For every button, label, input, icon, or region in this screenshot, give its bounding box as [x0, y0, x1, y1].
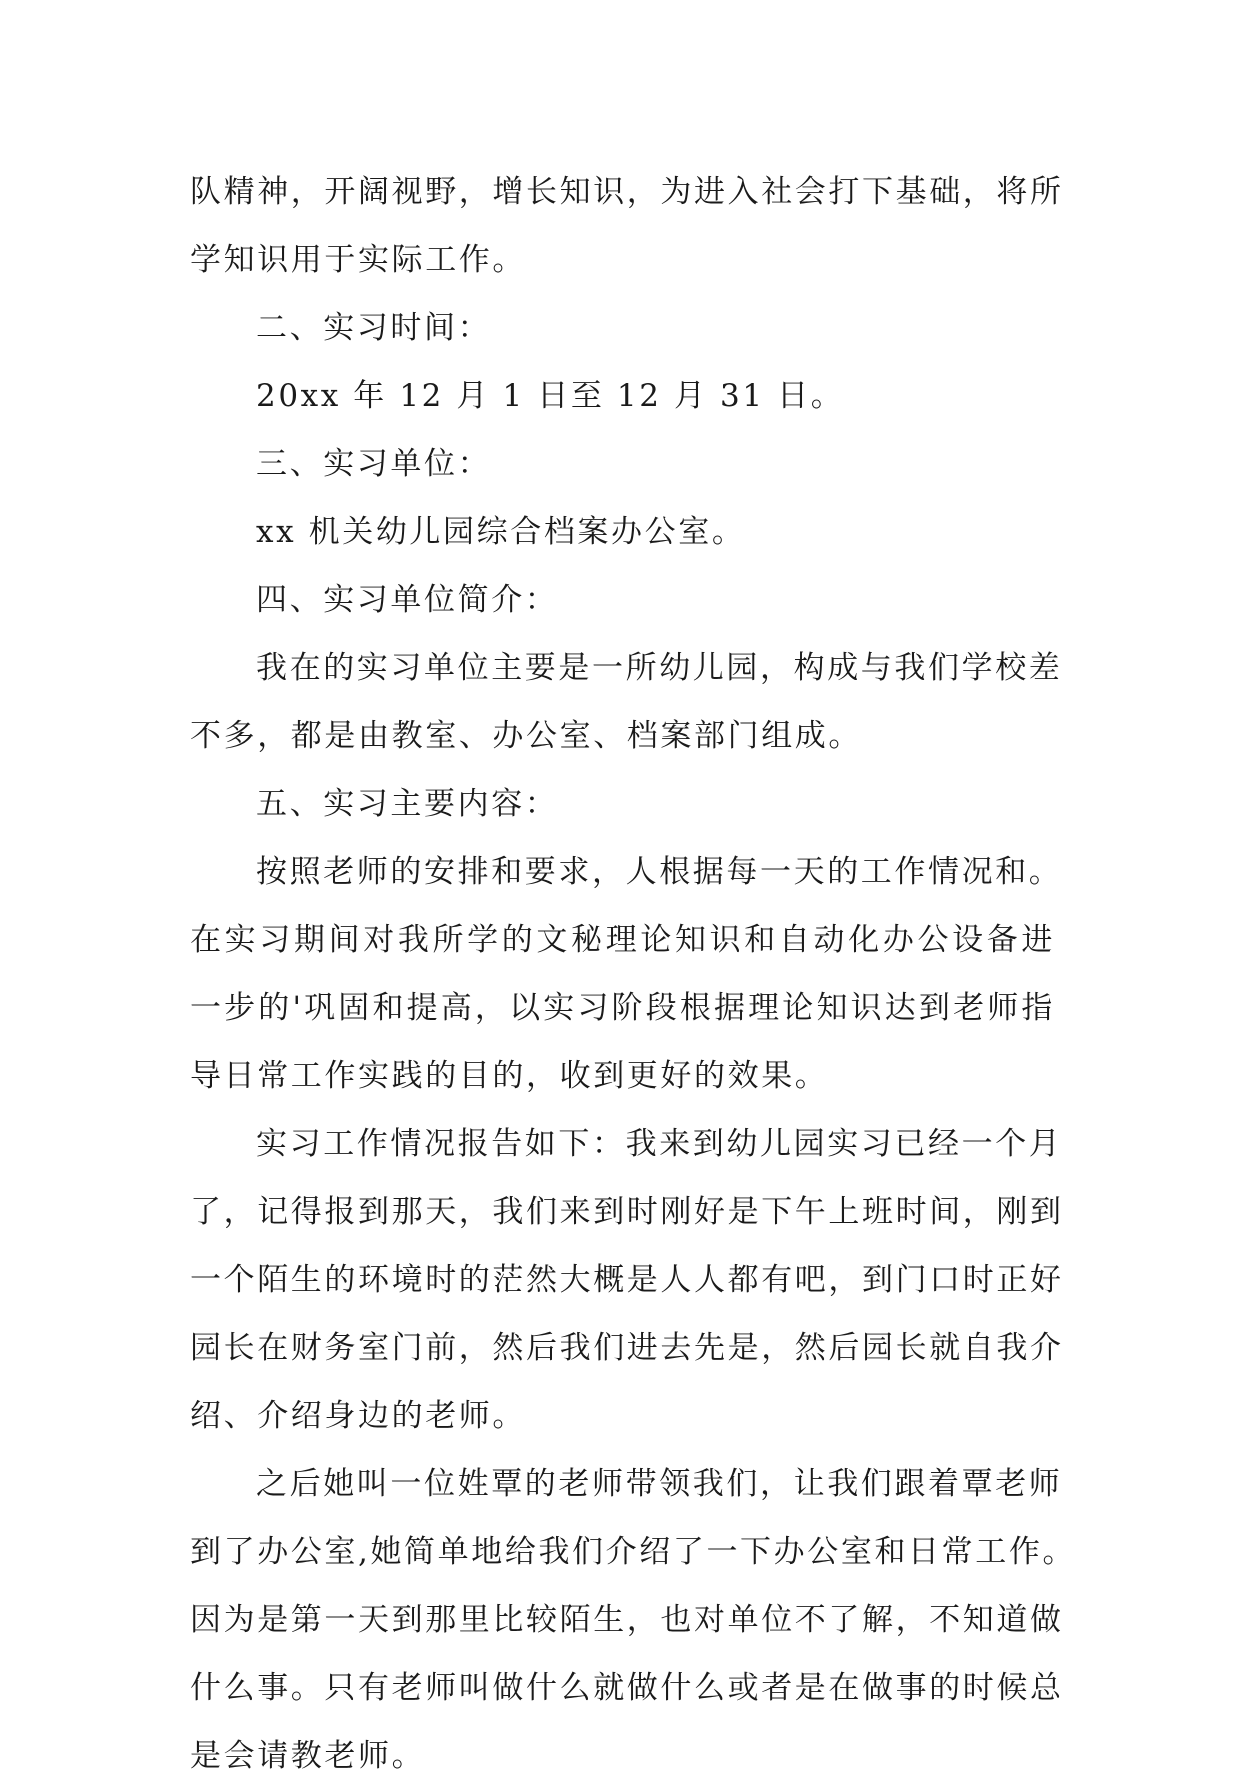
body-line-22: 因为是第一天到那里比较陌生，也对单位不了解，不知道做	[190, 1602, 1064, 1638]
body-line-8: 我在的实习单位主要是一所幼儿园，构成与我们学校差	[256, 650, 1063, 686]
body-line-11: 按照老师的安排和要求，人根据每一天的工作情况和。	[256, 854, 1063, 890]
body-line-2: 学知识用于实际工作。	[190, 242, 526, 278]
body-line-23: 什么事。只有老师叫做什么就做什么或者是在做事的时候总	[190, 1670, 1064, 1706]
body-line-17: 一个陌生的环境时的茫然大概是人人都有吧，到门口时正好	[190, 1262, 1064, 1298]
body-line-16: 了，记得报到那天，我们来到时刚好是下午上班时间，刚到	[190, 1194, 1064, 1230]
body-line-15: 实习工作情况报告如下：我来到幼儿园实习已经一个月	[256, 1126, 1063, 1162]
body-line-14: 导日常工作实践的目的，收到更好的效果。	[190, 1058, 829, 1094]
section-heading-main-content: 五、实习主要内容：	[256, 786, 559, 822]
body-line-12: 在实习期间对我所学的文秘理论知识和自动化办公设备进	[190, 922, 1055, 958]
document-body	[190, 158, 1077, 1790]
section-heading-unit-intro: 四、实习单位简介：	[256, 582, 559, 618]
section-heading-internship-unit: 三、实习单位：	[256, 446, 492, 482]
body-line-24: 是会请教老师。	[190, 1738, 426, 1774]
internship-dates: 20xx 年 12 月 1 日至 12 月 31 日。	[256, 378, 845, 414]
body-line-1: 队精神，开阔视野，增长知识，为进入社会打下基础，将所	[190, 174, 1064, 210]
body-line-21: 到了办公室,她简单地给我们介绍了一下办公室和日常工作。	[190, 1534, 1077, 1570]
internship-unit-name: xx 机关幼儿园综合档案办公室。	[256, 514, 746, 550]
body-line-18: 园长在财务室门前，然后我们进去先是，然后园长就自我介	[190, 1330, 1064, 1366]
section-heading-internship-time: 二、实习时间：	[256, 310, 492, 346]
body-line-19: 绍、介绍身边的老师。	[190, 1398, 526, 1434]
body-line-13: 一步的'巩固和提高，以实习阶段根据理论知识达到老师指	[190, 990, 1055, 1026]
body-line-9: 不多，都是由教室、办公室、档案部门组成。	[190, 718, 862, 754]
body-line-20: 之后她叫一位姓覃的老师带领我们，让我们跟着覃老师	[256, 1466, 1063, 1502]
